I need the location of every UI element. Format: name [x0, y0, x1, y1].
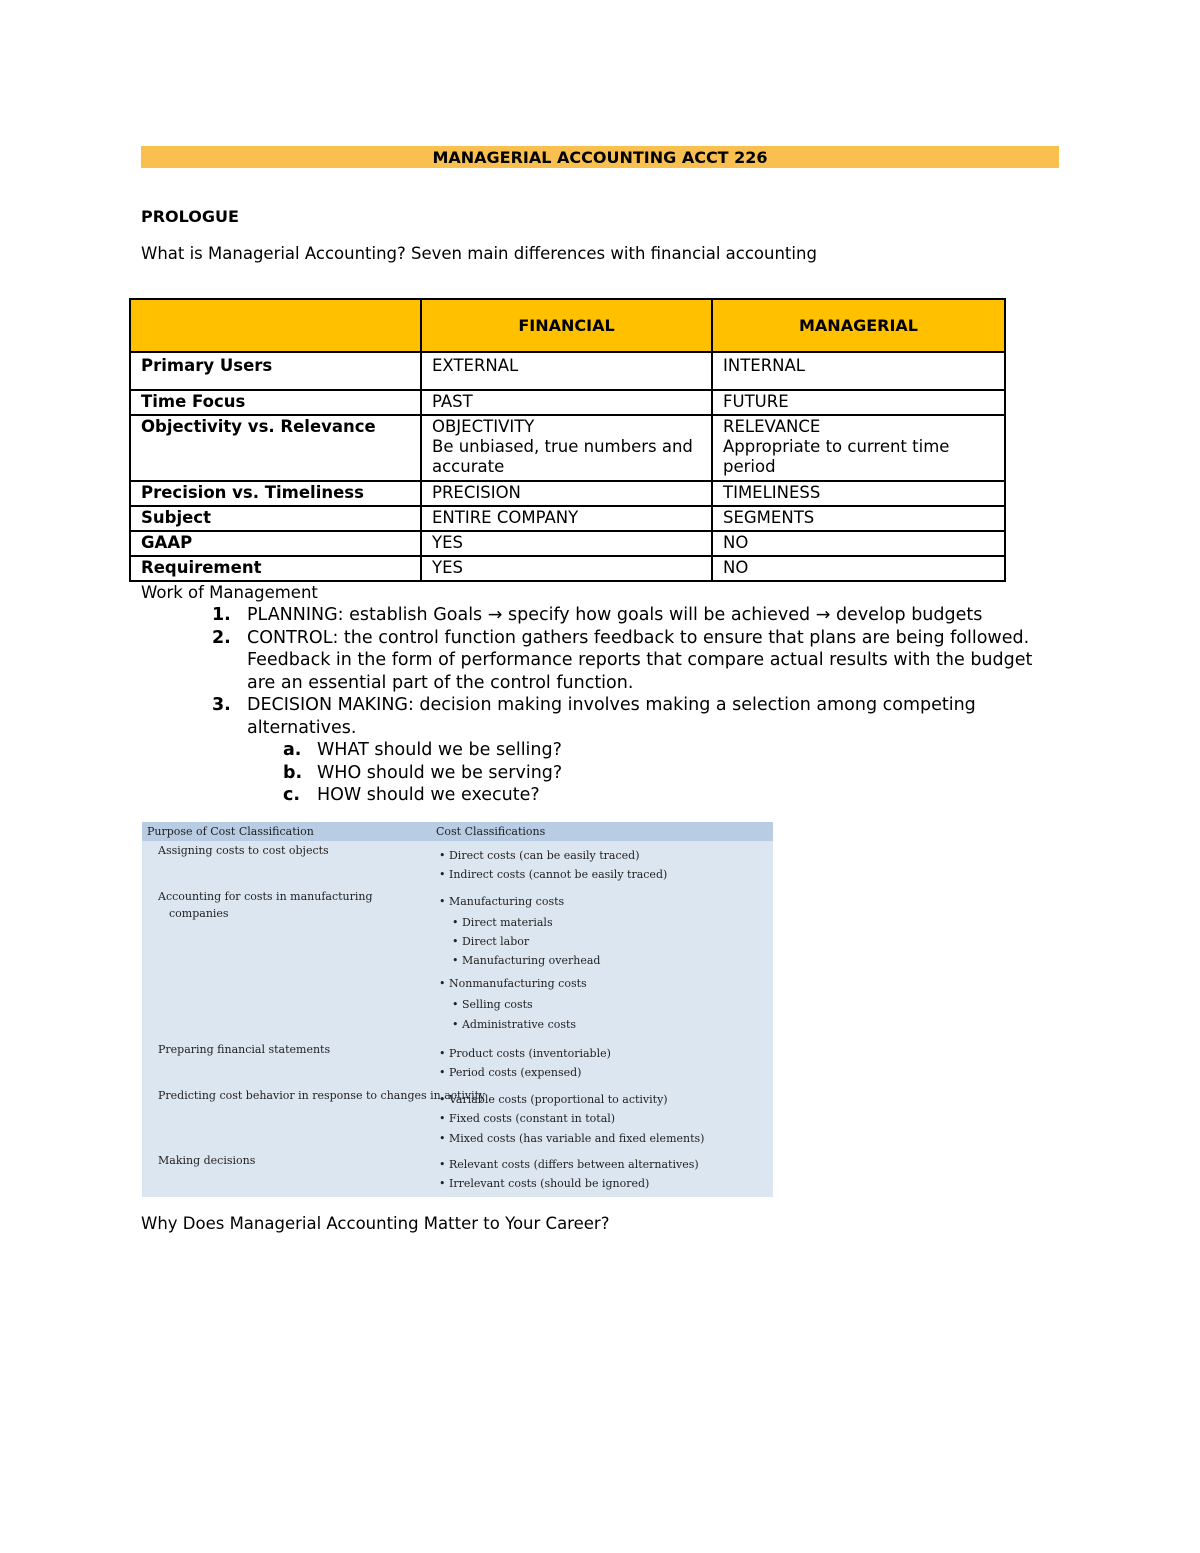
managerial-cell: NO: [712, 556, 1005, 581]
cost-class-item: • Variable costs (proportional to activity): [439, 1093, 668, 1106]
table-row: [130, 352, 1005, 390]
cost-class-item: • Mixed costs (has variable and fixed elements): [439, 1132, 705, 1145]
managerial-cell: [712, 415, 1005, 481]
table-row: [130, 556, 1005, 581]
list-number: 1.: [212, 605, 231, 625]
managerial-note: Appropriate to current time period: [723, 437, 950, 476]
cost-class-item: • Nonmanufacturing costs: [439, 977, 587, 990]
cost-purpose: Assigning costs to cost objects: [158, 844, 329, 857]
list-item: [141, 604, 1061, 627]
sub-list-item: [141, 762, 1061, 785]
cost-purpose: Making decisions: [158, 1154, 256, 1167]
cost-class-item: • Relevant costs (differs between alternatives): [439, 1158, 699, 1171]
cost-class-item: • Irrelevant costs (should be ignored): [439, 1177, 650, 1190]
cost-purpose: Accounting for costs in manufacturing: [158, 890, 373, 903]
financial-cell: YES: [421, 556, 712, 581]
table-row: [130, 481, 1005, 506]
management-functions-list: [141, 604, 1061, 807]
sub-list-text: HOW should we execute?: [317, 785, 540, 805]
financial-cell: ENTIRE COMPANY: [421, 506, 712, 531]
row-label: Time Focus: [130, 390, 421, 415]
cost-purpose: Preparing financial statements: [158, 1043, 331, 1056]
list-text: CONTROL: the control function gathers feedback to ensure that plans are being followed. Feedback in the form of performance reports that compare actual results with the budget are an essential part of the control function.: [247, 627, 1033, 693]
row-label: GAAP: [130, 531, 421, 556]
cost-classification-figure: [142, 822, 773, 1197]
table-row: [130, 506, 1005, 531]
cost-class-item: • Administrative costs: [452, 1018, 577, 1031]
work-of-management-heading: Work of Management: [141, 583, 318, 602]
cost-class-item: • Manufacturing costs: [439, 895, 565, 908]
header-cell-empty: [130, 299, 421, 352]
intro-paragraph: What is Managerial Accounting? Seven main differences with financial accounting: [141, 244, 817, 263]
managerial-cell: SEGMENTS: [712, 506, 1005, 531]
sub-list-letter: c.: [283, 785, 301, 805]
comparison-table: [129, 298, 1006, 582]
sub-list-item: [141, 739, 1061, 762]
header-cell-financial: FINANCIAL: [421, 299, 712, 352]
row-label: Subject: [130, 506, 421, 531]
sub-list-item: [141, 784, 1061, 807]
closing-question: Why Does Managerial Accounting Matter to Your Career?: [141, 1214, 610, 1233]
document-title: MANAGERIAL ACCOUNTING ACCT 226: [141, 146, 1059, 168]
cost-col1-header: Purpose of Cost Classification: [147, 825, 314, 838]
managerial-value: RELEVANCE: [723, 417, 821, 436]
financial-note: Be unbiased, true numbers and accurate: [432, 437, 693, 476]
managerial-cell: TIMELINESS: [712, 481, 1005, 506]
cost-class-item: • Direct materials: [452, 916, 553, 929]
list-text: DECISION MAKING: decision making involves making a selection among competing alternatives.: [247, 695, 976, 738]
cost-class-item: • Indirect costs (cannot be easily traced): [439, 868, 668, 881]
table-row: [130, 531, 1005, 556]
cost-col2-header: Cost Classifications: [436, 825, 546, 838]
cost-class-item: • Direct costs (can be easily traced): [439, 849, 640, 862]
financial-cell: EXTERNAL: [421, 352, 712, 390]
list-item: [141, 694, 1061, 739]
sub-list-letter: b.: [283, 762, 303, 783]
managerial-cell: NO: [712, 531, 1005, 556]
cost-class-item: • Direct labor: [452, 935, 530, 948]
list-item: [141, 627, 1061, 695]
table-header-row: [130, 299, 1005, 352]
financial-value: OBJECTIVITY: [432, 417, 535, 436]
list-number: 3.: [212, 695, 231, 715]
cost-purpose: Predicting cost behavior in response to changes in activity: [158, 1089, 486, 1102]
row-label: Objectivity vs. Relevance: [130, 415, 421, 481]
cost-class-item: • Fixed costs (constant in total): [439, 1112, 616, 1125]
header-cell-managerial: MANAGERIAL: [712, 299, 1005, 352]
cost-class-item: • Period costs (expensed): [439, 1066, 582, 1079]
cost-class-item: • Product costs (inventoriable): [439, 1047, 611, 1060]
cost-class-item: • Manufacturing overhead: [452, 954, 601, 967]
financial-cell: PRECISION: [421, 481, 712, 506]
financial-cell: [421, 415, 712, 481]
list-text: PLANNING: establish Goals → specify how goals will be achieved → develop budgets: [247, 605, 983, 625]
cost-purpose: companies: [169, 907, 229, 920]
sub-list-letter: a.: [283, 740, 302, 760]
sub-list-text: WHAT should we be selling?: [317, 740, 562, 760]
financial-cell: YES: [421, 531, 712, 556]
row-label: Precision vs. Timeliness: [130, 481, 421, 506]
cost-class-item: • Selling costs: [452, 998, 533, 1011]
managerial-cell: INTERNAL: [712, 352, 1005, 390]
table-row: [130, 415, 1005, 481]
sub-list-text: WHO should we be serving?: [317, 762, 563, 783]
row-label: Requirement: [130, 556, 421, 581]
section-heading-prologue: PROLOGUE: [141, 207, 239, 226]
list-number: 2.: [212, 627, 231, 648]
managerial-cell: FUTURE: [712, 390, 1005, 415]
financial-cell: PAST: [421, 390, 712, 415]
row-label: Primary Users: [130, 352, 421, 390]
table-row: [130, 390, 1005, 415]
